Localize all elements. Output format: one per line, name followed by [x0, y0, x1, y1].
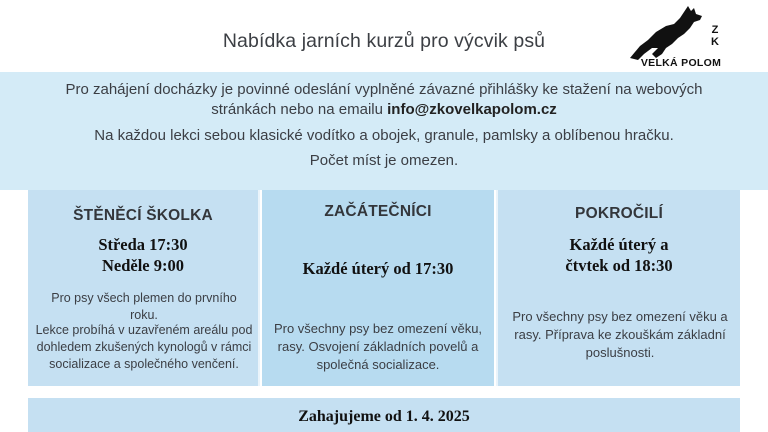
schedule-line: Středa 17:30 [98, 235, 188, 254]
dog-silhouette-icon [622, 2, 740, 62]
club-logo [622, 2, 740, 78]
course-puppy-school [28, 190, 260, 386]
course-description: Pro psy všech plemen do prvního roku. [51, 291, 237, 322]
schedule-line: Neděle 9:00 [101, 256, 185, 275]
start-date: Zahajujeme od 1. 4. 2025 [298, 408, 470, 425]
course-title: ŠTĚNĚCÍ ŠKOLKA [73, 207, 213, 224]
course-advanced [496, 190, 740, 386]
course-beginners [262, 190, 494, 386]
course-description: Pro všechny psy bez omezení věku a rasy. Příprava ke zkouškám základní poslušnosti. [512, 309, 728, 360]
schedule-line: Každé úterý a [569, 235, 669, 254]
logo-letter: Z [711, 24, 719, 36]
intro-registration-text: Pro zahájení docházky je povinné odeslání vyplněné závazné přihlášky ke stažení na webových stránkách nebo na emailu [65, 81, 703, 118]
contact-email: info@zkovelkapolom.cz [387, 101, 557, 118]
start-date-banner [28, 398, 740, 432]
course-schedule: Každé úterý od 17:30 [302, 259, 454, 278]
course-schedule [498, 234, 740, 276]
logo-letter: K [711, 36, 719, 48]
schedule-line: čtvtek od 18:30 [565, 256, 673, 275]
course-schedule [28, 234, 258, 276]
intro-equipment: Na každou lekci sebou klasické vodítko a obojek, granule, pamlsky a oblíbenou hračku. [94, 127, 674, 144]
course-title: ZAČÁTEČNÍCI [324, 203, 432, 220]
intro-registration [40, 80, 728, 120]
logo-name: VELKÁ POLOM [640, 57, 722, 69]
intro-panel [0, 72, 768, 190]
course-description: Lekce probíhá v uzavřeném areálu pod dohledem zkušených kynologů v rámci socializace a společného venčení. [35, 323, 253, 371]
logo-letters [709, 24, 721, 48]
course-title: POKROČILÍ [575, 205, 663, 222]
page-title: Nabídka jarních kurzů pro výcvik psů [222, 30, 546, 52]
course-description: Pro všechny psy bez omezení věku, rasy. Osvojení základních povelů a společná socializace. [273, 321, 483, 372]
intro-capacity: Počet míst je omezen. [309, 152, 459, 169]
